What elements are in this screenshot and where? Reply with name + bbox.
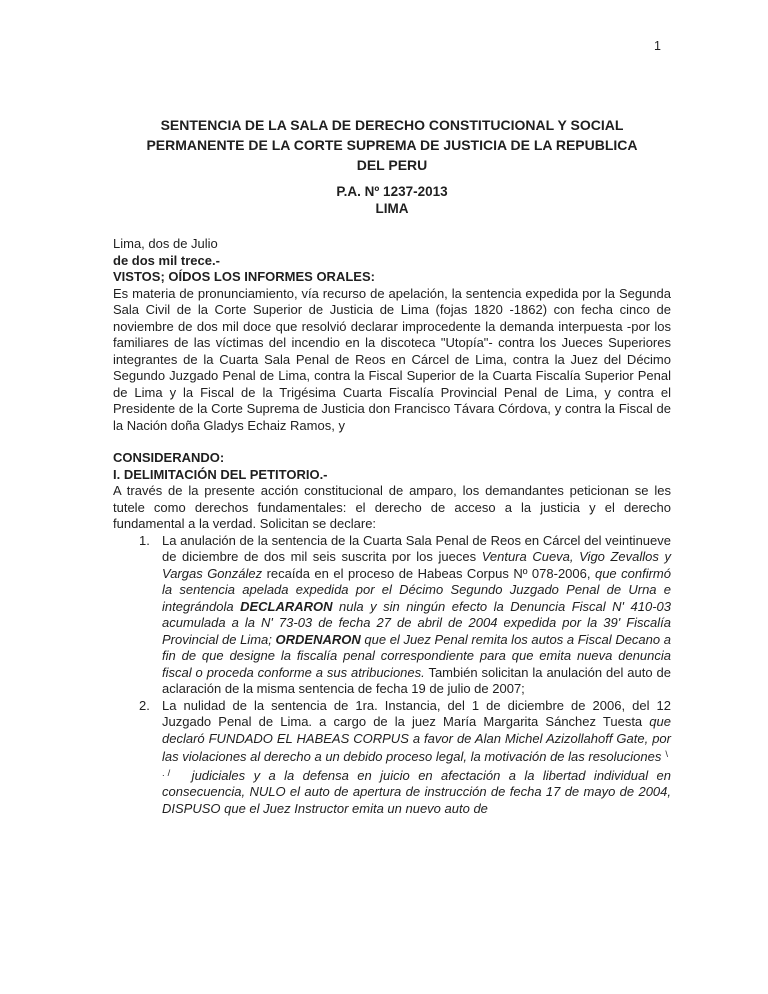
case-reference (113, 183, 671, 217)
list-item-1-text: La anulación de la sentencia de la Cuarta Sala Penal de Reos en Cárcel del veintinueve de diciembre de dos mil seis suscrita por los jueces Ventura Cueva, Vigo Zevallos y Vargas González recaída en el proceso de Habeas Corpus Nº 078-2006, que confirmó la sentencia apelada expedida por el Décimo Segundo Juzgado Penal de Urna e integrándola DECLARARON nula y sin ningún efecto la Denuncia Fiscal N' 410-03 acumulada a la N' 73-03 de fecha 27 de abril de 2004 expedida por la 39' Fiscalía Provincial de Lima; ORDENARON que el Juez Penal remita los autos a Fiscal Decano a fin de que designe la fiscalía penal correspondiente para que emita nueva denuncia fiscal o proceda conforme a sus atribuciones. También solicitan la anulación del auto de aclaración de la misma sentencia de fecha 19 de julio de 2007; (162, 532, 672, 696)
title-line-2: PERMANENTE DE LA CORTE SUPREMA DE JUSTICIA DE LA REPUBLICA (146, 137, 638, 153)
document-body (113, 236, 671, 817)
petition-list (113, 533, 671, 818)
date-line: Lima, dos de Julio (113, 236, 218, 251)
list-item-2-text: La nulidad de la sentencia de 1ra. Instancia, del 1 de diciembre de 2006, del 12 Juzgado Penal de Lima. a cargo de la juez María Margarita Sánchez Tuesta que declaró FUNDADO EL HABEAS CORPUS a favor de Alan Michel Azizollahoff Gate, por las violaciones al derecho a un debido proceso legal, la motivación de las resoluciones \ ./ judiciales y a la defensa en juicio en afectación a la libertad individual en consecuencia, NULO el auto de apertura de instrucción de fecha 17 de mayo de 2004, DISPUSO que el Juez Instructor emita un nuevo auto de (162, 697, 671, 816)
petition-list-item-1 (113, 533, 671, 698)
title-line-3: DEL PERU (356, 157, 428, 173)
case-city: LIMA (375, 201, 409, 216)
considerando-heading: CONSIDERANDO: (113, 450, 225, 465)
date-line-continuation: de dos mil trece.- (113, 252, 220, 268)
page-number: 1 (654, 39, 661, 53)
petitorio-heading: I. DELIMITACIÓN DEL PETITORIO.- (113, 466, 328, 482)
document-title (113, 115, 671, 175)
list-item-2-number: 2. (139, 697, 150, 713)
petition-list-item-2 (113, 698, 671, 818)
petitorio-paragraph: A través de la presente acción constitucional de amparo, los demandantes peticionan se les tutele como derechos fundamentales: el derecho de acceso a la justicia y el derecho fundamental a la verdad. Solicitan se declare: (113, 483, 671, 531)
case-number: P.A. Nº 1237-2013 (336, 184, 448, 199)
vistos-paragraph: Es materia de pronunciamiento, vía recurso de apelación, la sentencia expedida por la Segunda Sala Civil de la Corte Superior de Justicia de Lima (fojas 1820 -1862) con fecha cinco de noviembre de dos mil doce que resolvió declarar improcedente la demanda interpuesta -por los familiares de las víctimas del incendio en la discoteca "Utopía"- contra los Jueces Superiores integrantes de la Cuarta Sala Penal de Reos en Cárcel de Lima, contra la Juez del Décimo Segundo Juzgado Penal de Lima, contra la Fiscal Superior de la Cuarta Fiscalía Superior Penal de Lima y la Fiscal de la Trigésima Cuarta Fiscalía Provincial Penal de Lima, y contra el Presidente de la Corte Suprema de Justicia don Francisco Távara Córdova, y contra la Fiscal de la Nación doña Gladys Echaiz Ramos, y (113, 285, 671, 433)
list-item-1-number: 1. (139, 532, 150, 548)
title-line-1: SENTENCIA DE LA SALA DE DERECHO CONSTITUCIONAL Y SOCIAL (160, 117, 624, 133)
vistos-heading: VISTOS; OÍDOS LOS INFORMES ORALES: (113, 269, 375, 284)
